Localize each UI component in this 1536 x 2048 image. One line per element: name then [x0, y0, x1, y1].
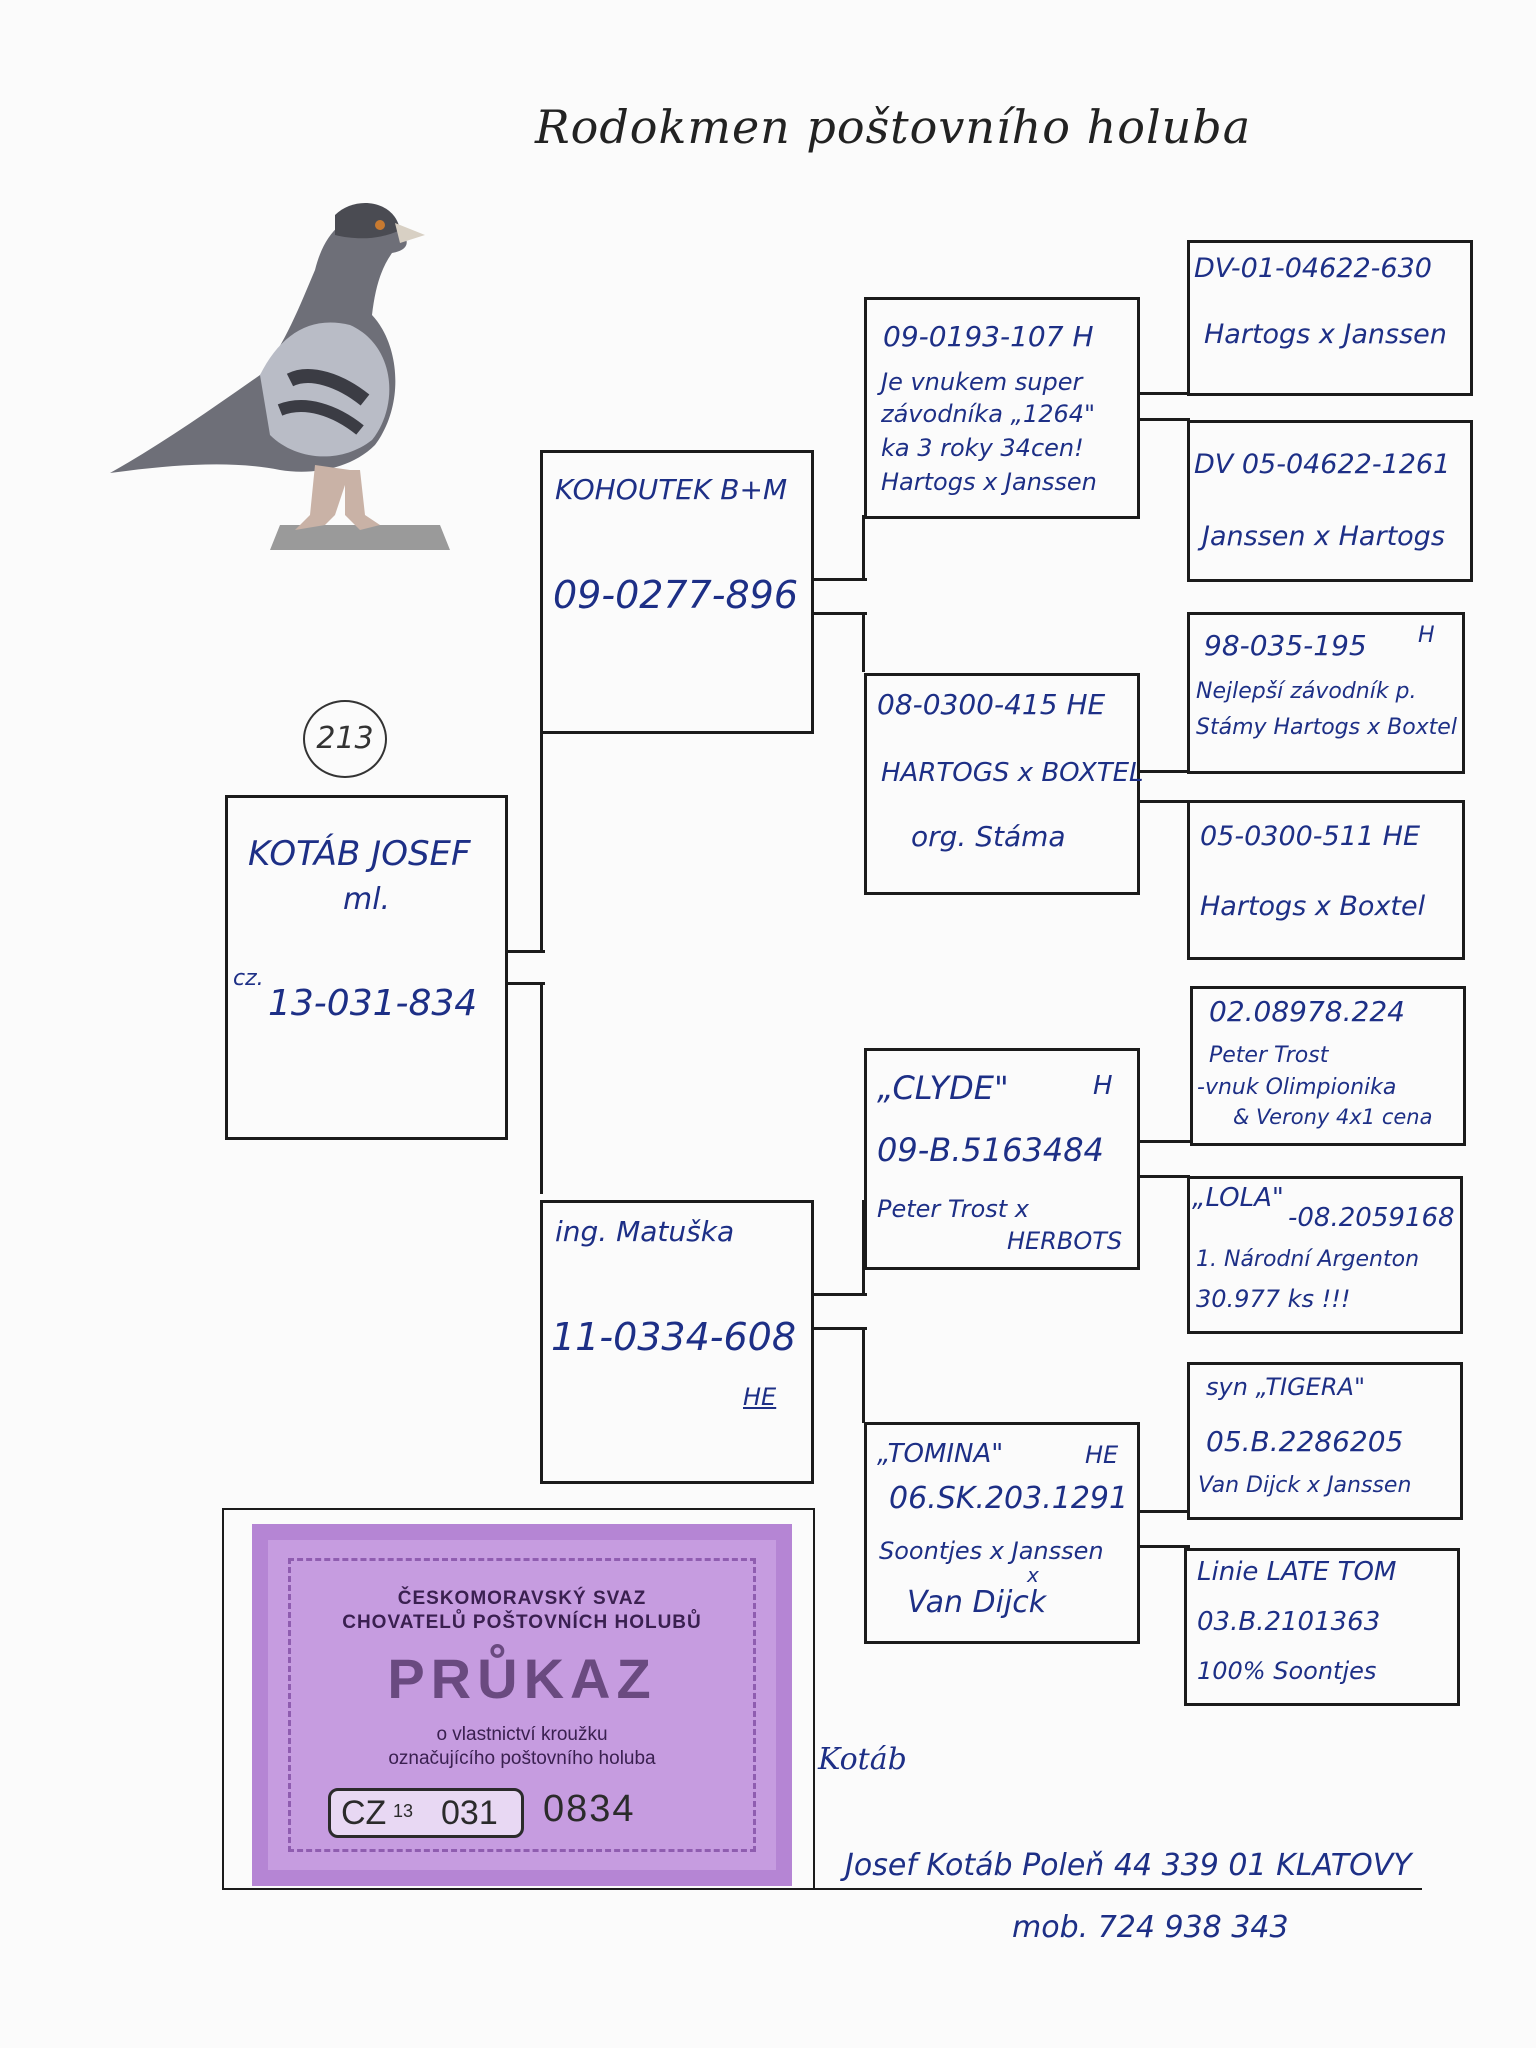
gg-line: Van Dijck x Janssen	[1198, 1473, 1412, 1498]
gg-line: Stámy Hartogs x Boxtel	[1196, 715, 1457, 740]
ring-plate	[328, 1788, 524, 1838]
mother-owner: ing. Matuška	[555, 1215, 735, 1248]
baseline-rule	[222, 1888, 1422, 1890]
pigeon-ring: 13-031-834	[268, 983, 478, 1024]
ring-region: 031	[441, 1794, 498, 1832]
father-box	[540, 450, 814, 734]
connector	[862, 515, 865, 581]
connector	[812, 1327, 867, 1330]
gg-line: Janssen x Hartogs	[1202, 521, 1445, 552]
gg-line: Nejlepší závodník p.	[1196, 679, 1417, 704]
great-grandparent-box	[1187, 800, 1465, 960]
connector	[1138, 1140, 1190, 1143]
granddam-maternal-box	[864, 1422, 1140, 1644]
grandsire-paternal-box	[864, 297, 1140, 519]
owner-address: Josef Kotáb Poleň 44 339 01 KLATOVY	[845, 1848, 1412, 1883]
mm-tag: HE	[1085, 1441, 1119, 1469]
mother-tag: HE	[743, 1383, 777, 1411]
mm-name: „TOMINA"	[877, 1439, 1004, 1469]
mm-line: Soontjes x Janssen	[879, 1537, 1104, 1565]
great-grandparent-box	[1190, 986, 1466, 1146]
father-ring: 09-0277-896	[553, 573, 799, 617]
fm-ring: 08-0300-415 HE	[877, 688, 1106, 721]
gg-line: DV-01-04622-630	[1194, 253, 1432, 284]
connector	[862, 612, 865, 672]
granddam-paternal-box	[864, 673, 1144, 895]
mm-ring: 06.SK.203.1291	[889, 1481, 1129, 1516]
connector	[1138, 1175, 1190, 1178]
connector	[812, 612, 867, 615]
country-prefix: cz.	[233, 966, 264, 991]
owner-name: KOTÁB JOSEF	[248, 834, 471, 874]
great-grandparent-box	[1187, 420, 1473, 582]
mf-line: Peter Trost x	[877, 1195, 1030, 1223]
connector	[505, 950, 545, 953]
connector	[812, 1293, 867, 1296]
connector	[540, 733, 543, 953]
great-grandparent-box	[1187, 1176, 1463, 1334]
card-issuer-line1: ČESKOMORAVSKÝ SVAZ	[397, 1588, 647, 1609]
mother-ring: 11-0334-608	[551, 1315, 797, 1359]
ring-country: CZ	[341, 1794, 387, 1832]
gg-line: 05.B.2286205	[1206, 1425, 1404, 1458]
grandsire-maternal-box	[864, 1048, 1140, 1270]
pigeon-box	[225, 795, 508, 1140]
mf-ring: 09-B.5163484	[877, 1131, 1104, 1169]
gg-line: H	[1418, 623, 1435, 648]
gg-line: Hartogs x Boxtel	[1200, 891, 1426, 922]
fm-line: org. Stáma	[911, 820, 1066, 853]
mother-box	[540, 1200, 814, 1484]
gg-line: 98-035-195	[1204, 629, 1367, 662]
connector	[1138, 800, 1190, 803]
card-subtitle-line1: o vlastnictví kroužku	[436, 1724, 608, 1745]
card-title: PRŮKAZ	[387, 1647, 657, 1710]
ring-year: 13	[393, 1801, 414, 1821]
connector	[1138, 1510, 1190, 1513]
gg-line: 30.977 ks !!!	[1196, 1285, 1351, 1313]
great-grandparent-box	[1187, 240, 1473, 396]
gg-line: 05-0300-511 HE	[1200, 821, 1421, 852]
connector	[862, 1327, 865, 1423]
great-grandparent-box	[1187, 1362, 1463, 1520]
signature: Kotáb	[818, 1742, 907, 1777]
connector	[1138, 770, 1190, 773]
pigeon-image	[110, 195, 470, 560]
connector	[505, 982, 545, 985]
connector	[1138, 1545, 1190, 1548]
mf-line: HERBOTS	[1007, 1227, 1123, 1255]
mf-name: „CLYDE"	[877, 1069, 1009, 1107]
gg-line: Peter Trost	[1209, 1043, 1329, 1068]
father-owner: KOHOUTEK B+M	[555, 473, 788, 506]
pigeon-sex: ml.	[343, 882, 391, 917]
great-grandparent-box	[1187, 612, 1465, 774]
gg-line: Linie LATE TOM	[1197, 1557, 1397, 1587]
gg-line: -vnuk Olimpionika	[1197, 1075, 1397, 1100]
mm-line: x	[1027, 1563, 1039, 1587]
gg-line: -08.2059168	[1288, 1203, 1455, 1233]
connector	[1138, 392, 1190, 395]
gg-line: „LOLA"	[1192, 1183, 1284, 1213]
ff-ring: 09-0193-107 H	[883, 320, 1094, 353]
card-issuer-line2: CHOVATELŮ POŠTOVNÍCH HOLUBŮ	[342, 1612, 702, 1633]
owner-phone: mob. 724 938 343	[1012, 1910, 1289, 1945]
great-grandparent-box	[1184, 1548, 1460, 1706]
ff-line: závodníka „1264"	[881, 400, 1096, 428]
card-subtitle-line2: označujícího poštovního holuba	[388, 1748, 656, 1769]
gg-line: Hartogs x Janssen	[1204, 319, 1447, 350]
ff-line: ka 3 roky 34cen!	[881, 434, 1084, 462]
ff-line: Hartogs x Janssen	[881, 468, 1097, 496]
gg-line: 1. Národní Argenton	[1196, 1247, 1420, 1272]
ring-number: 0834	[543, 1788, 636, 1830]
catalog-number: 213	[303, 700, 387, 778]
mf-tag: H	[1093, 1071, 1113, 1101]
connector	[812, 578, 867, 581]
connector	[1138, 418, 1190, 421]
gg-line: syn „TIGERA"	[1206, 1373, 1365, 1401]
gg-line: DV 05-04622-1261	[1194, 449, 1451, 480]
gg-line: & Verony 4x1 cena	[1233, 1105, 1433, 1129]
gg-line: 02.08978.224	[1209, 995, 1405, 1028]
connector	[540, 982, 543, 1194]
gg-line: 100% Soontjes	[1197, 1657, 1377, 1685]
ring-ownership-card	[252, 1524, 792, 1886]
ff-line: Je vnukem super	[881, 368, 1083, 396]
fm-line: HARTOGS x BOXTEL	[881, 758, 1144, 788]
gg-line: 03.B.2101363	[1197, 1607, 1381, 1637]
page-title: Rodokmen poštovního holuba	[535, 100, 1252, 154]
mm-line: Van Dijck	[907, 1585, 1047, 1620]
